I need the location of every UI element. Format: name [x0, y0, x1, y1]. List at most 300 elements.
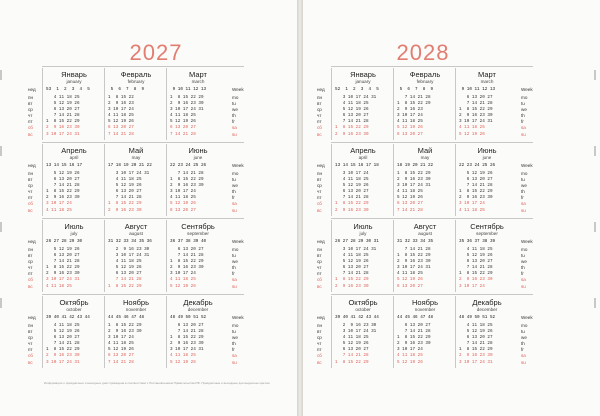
week-numbers: 39 40 41 42 43 44: [46, 315, 90, 320]
day-row: 7 14 21 28: [170, 329, 204, 335]
month-block: [42, 296, 105, 368]
day-grid: [335, 323, 393, 366]
day-grid: [46, 323, 104, 366]
weekday-label: fr: [232, 119, 235, 125]
day-row: 4 11 18 25: [335, 177, 369, 183]
month-block: [393, 68, 456, 140]
day-row: 3 10 17 24 31: [335, 95, 377, 100]
month-name: Июль: [353, 222, 373, 231]
weekday-label: вт: [28, 253, 33, 259]
day-row: 1 8 15 22 29: [397, 253, 431, 259]
weekday-label: su: [521, 359, 526, 365]
weekday-label: вт: [28, 177, 33, 183]
weekday-label: su: [232, 207, 237, 213]
day-row: 4 11 18 25: [170, 113, 196, 119]
weekday-label: нед: [317, 87, 325, 92]
weekday-label: пн: [28, 247, 34, 252]
day-row: 4 11 18 25: [335, 101, 369, 107]
weekday-label: чт: [28, 341, 33, 347]
day-row: 7 14 21 28: [397, 207, 423, 213]
month-name-en: november: [414, 307, 436, 312]
month-block: [393, 144, 456, 216]
day-row: 7 14 21 28: [397, 329, 431, 335]
weekday-labels-en: [232, 87, 246, 138]
weekday-label: tu: [232, 101, 236, 107]
day-row: 6 13 20 27: [108, 125, 134, 131]
month-name: Февраль: [120, 70, 152, 79]
weekday-label: su: [521, 207, 526, 213]
weekday-label: mo: [232, 171, 239, 176]
day-row: 7 14 21 28: [335, 353, 369, 359]
day-row: 1 8 15 22 29: [459, 189, 493, 195]
weekday-label: fr: [232, 271, 235, 277]
day-row: 7 14 21 28: [46, 113, 80, 119]
week-numbers: 13 14 15 16 17: [46, 163, 83, 168]
day-row: 3 10 17 24: [335, 171, 369, 176]
month-block: [166, 220, 229, 292]
weekday-label: ср: [28, 107, 33, 113]
weekday-label: mo: [521, 247, 528, 252]
day-row: 3 10 17 24 31: [46, 359, 80, 365]
weekday-labels-ru: [28, 87, 42, 138]
day-row: 1 8 15 22 29: [46, 265, 80, 271]
weekday-label: Week: [521, 87, 533, 92]
weekday-labels-en: [521, 163, 535, 214]
week-numbers: 5 6 7 8 9: [108, 87, 145, 92]
day-row: 7 14 21 28: [108, 195, 142, 201]
weekday-label: th: [521, 189, 525, 195]
day-row: 2 9 16 23 30: [397, 341, 431, 347]
edge-tab: [0, 298, 2, 308]
weekday-label: mo: [521, 95, 528, 100]
day-row: 6 13 20 27: [46, 177, 80, 183]
weekday-label: tu: [232, 329, 236, 335]
weekday-label: mo: [232, 247, 239, 252]
day-row: 5 12 19 26: [459, 329, 493, 335]
weekday-label: th: [232, 113, 236, 119]
edge-tab: [0, 222, 2, 232]
weekday-label: пн: [317, 323, 323, 328]
day-row: 3 10 17 24 31: [46, 277, 80, 283]
day-row: 4 11 18 25: [335, 253, 369, 259]
day-grid: [335, 171, 393, 214]
day-row: 6 13 20 27: [459, 335, 493, 341]
day-row: 3 10 17 24: [46, 201, 72, 207]
calendar-page-right: [303, 0, 600, 416]
weekday-label: su: [232, 131, 237, 137]
week-numbers: 48 49 50 51 52: [170, 315, 207, 320]
day-row: 3 10 17 24 31: [459, 359, 493, 365]
footnote: Информация о праздничных и выходных днях приведена в соответствии с Постановлением Правительства РФ. Праздничные и выходные дни выделены цветом.: [44, 381, 271, 385]
month-name-en: january: [355, 79, 371, 84]
month-name-en: april: [69, 155, 79, 160]
weekday-label: вс: [317, 283, 322, 289]
month-name: Май: [417, 146, 433, 155]
month-name: Март: [189, 70, 207, 79]
day-row: 7 14 21 28: [108, 277, 142, 283]
weekday-label: вт: [317, 329, 322, 335]
day-row: 6 13 20 27: [46, 335, 80, 341]
day-row: 2 9 16 23 30: [459, 195, 493, 201]
day-row: 5 12 19 26: [335, 259, 369, 265]
weekday-label: sa: [521, 277, 526, 283]
weekday-label: Week: [521, 315, 533, 320]
weekday-label: ср: [317, 107, 322, 113]
day-row: 2 9 16 23 30: [108, 329, 142, 335]
weekday-label: вс: [28, 283, 33, 289]
month-block: [393, 220, 456, 292]
weekday-label: we: [521, 183, 527, 189]
weekday-label: нед: [317, 163, 325, 168]
month-block: [42, 68, 105, 140]
day-row: 7 14 21 28: [459, 183, 493, 189]
day-row: 3 10 17 24: [459, 283, 485, 289]
day-row: 2 9 16 23 30: [459, 353, 493, 359]
weekday-label: пн: [28, 171, 34, 176]
weekday-label: Week: [232, 315, 244, 320]
day-row: 1 8 15 22 29: [335, 201, 369, 207]
weekday-label: th: [232, 265, 236, 271]
weekday-label: вт: [317, 101, 322, 107]
day-row: 6 13 20 27: [335, 265, 369, 271]
month-name: Сентябрь: [470, 222, 504, 231]
day-row: 4 11 18 25: [459, 207, 485, 213]
weekday-label: sa: [232, 353, 237, 359]
day-row: 6 13 20 27: [46, 253, 80, 259]
day-row: 2 9 16 23 30: [46, 125, 80, 131]
month-block: [104, 296, 167, 368]
day-row: 2 9 16 23: [108, 101, 134, 107]
day-row: 1 8 15 22 29: [459, 347, 493, 353]
day-row: 7 14 21 28: [397, 95, 431, 100]
weekday-label: вт: [317, 177, 322, 183]
edge-tab: [594, 146, 596, 156]
weekday-labels-en: [232, 315, 246, 366]
week-numbers: 26 27 28 29 30: [46, 239, 83, 244]
month-name: Ноябрь: [122, 298, 150, 307]
weekday-label: сб: [317, 277, 322, 283]
weekday-label: th: [521, 265, 525, 271]
day-row: 5 12 19 26: [170, 119, 196, 125]
day-row: 1 8 15 22 29: [108, 283, 142, 289]
day-row: 5 12 19 26: [397, 195, 423, 201]
month-name: Сентябрь: [181, 222, 215, 231]
weekday-label: пн: [317, 95, 323, 100]
day-row: 3 10 17 24 31: [108, 253, 150, 259]
week-numbers: 48 49 50 51 52: [459, 315, 496, 320]
day-row: 2 9 16 23 30: [335, 131, 369, 137]
weekday-label: tu: [232, 177, 236, 183]
weekday-label: вс: [317, 207, 322, 213]
week-numbers: 35 36 37 38 39: [459, 239, 496, 244]
day-row: 3 10 17 24 31: [170, 107, 204, 113]
day-row: 5 12 19 26: [46, 101, 80, 107]
day-row: 2 9 16 23 30: [397, 259, 431, 265]
weekday-label: th: [521, 113, 525, 119]
weekday-label: mo: [521, 171, 528, 176]
day-row: 1 8 15 22 29: [335, 277, 369, 283]
month-name-en: march: [191, 79, 205, 84]
day-row: 5 12 19 26: [335, 341, 369, 347]
day-row: 4 11 18 25: [46, 323, 80, 328]
day-row: 3 10 17 24: [459, 201, 485, 207]
weekday-labels-en: [521, 315, 535, 366]
day-row: 1 8 15 22 29: [170, 177, 204, 183]
month-block: [455, 220, 518, 292]
day-row: 7 14 21 28: [459, 265, 493, 271]
weekday-label: su: [232, 283, 237, 289]
day-row: 3 10 17 24 31: [170, 347, 204, 353]
row-divider: [331, 66, 533, 67]
day-row: 2 9 16 23 30: [170, 341, 204, 347]
day-row: 5 12 19 26: [397, 277, 423, 283]
weekday-labels-ru: [317, 87, 331, 138]
day-row: 3 10 17 24: [108, 335, 134, 341]
day-row: 1 8 15 22 29: [170, 335, 204, 341]
weekday-label: sa: [521, 201, 526, 207]
weekday-label: чт: [28, 113, 33, 119]
weekday-label: чт: [28, 265, 33, 271]
month-name-en: february: [416, 79, 434, 84]
day-row: 1 8 15 22 29: [397, 101, 431, 107]
day-row: 4 11 18 25: [108, 259, 142, 265]
weekday-label: sa: [232, 201, 237, 207]
weekday-label: we: [232, 107, 238, 113]
edge-tab: [0, 146, 2, 156]
month-block: [331, 68, 394, 140]
day-row: 6 13 20 27: [108, 353, 134, 359]
day-row: 2 9 16 23 30: [108, 207, 142, 213]
day-row: 4 11 18 25: [170, 353, 196, 359]
weekday-label: ср: [28, 335, 33, 341]
week-numbers: 44 45 46 47 48: [108, 315, 145, 320]
day-row: 5 12 19 26: [108, 347, 134, 353]
day-row: 6 13 20 27: [459, 177, 493, 183]
day-row: 6 13 20 27: [459, 95, 493, 100]
day-row: 1 8 15 22 29: [459, 107, 493, 113]
weekday-label: пт: [317, 119, 322, 125]
month-block: [455, 144, 518, 216]
edge-tab: [594, 298, 596, 308]
month-name-en: july: [359, 231, 367, 236]
row-divider: [42, 218, 244, 219]
day-row: 1 8 15 22 29: [170, 95, 204, 100]
weekday-label: tu: [521, 101, 525, 107]
week-numbers: 13 14 15 16 17 18: [335, 163, 379, 168]
day-row: 4 11 18 25: [46, 95, 80, 100]
month-name-en: july: [70, 231, 78, 236]
month-name-en: september: [187, 231, 209, 236]
month-name-en: may: [131, 155, 141, 160]
day-row: 6 13 20 27: [335, 189, 369, 195]
day-grid: [335, 247, 393, 290]
month-name-en: june: [193, 155, 203, 160]
day-row: 6 13 20 27: [170, 207, 196, 213]
day-row: 7 14 21 28: [459, 341, 493, 347]
weekday-labels-en: [232, 239, 246, 290]
day-row: 2 9 16 23 30: [170, 265, 204, 271]
month-name: Апрель: [350, 146, 376, 155]
month-name-en: june: [482, 155, 492, 160]
month-block: [455, 68, 518, 140]
day-row: 1 8 15 22 29: [397, 171, 431, 176]
day-grid: [170, 171, 228, 214]
day-row: 6 13 20 27: [170, 323, 204, 328]
day-row: 5 12 19 26: [459, 171, 493, 176]
weekday-label: пт: [28, 119, 33, 125]
month-name: Май: [128, 146, 144, 155]
weekday-label: tu: [521, 253, 525, 259]
month-name-en: december: [187, 307, 209, 312]
weekday-label: sa: [232, 125, 237, 131]
week-numbers: 18 19 20 21 22: [397, 163, 434, 168]
day-row: 5 12 19 26: [335, 183, 369, 189]
day-row: 5 12 19 26: [46, 247, 80, 252]
weekday-label: пт: [28, 195, 33, 201]
weekday-label: th: [232, 189, 236, 195]
weekday-label: sa: [521, 125, 526, 131]
day-grid: [108, 323, 166, 366]
day-row: 7 14 21 28: [46, 341, 80, 347]
weekday-label: ср: [317, 259, 322, 265]
month-name: Февраль: [409, 70, 441, 79]
week-numbers: 53 1 2 3 4 5: [46, 87, 90, 92]
weekday-label: Week: [232, 163, 244, 168]
day-row: 2 9 16 23 30: [170, 101, 204, 107]
weekday-label: we: [232, 335, 238, 341]
weekday-label: mo: [232, 323, 239, 328]
month-block: [104, 144, 167, 216]
weekday-label: вс: [28, 207, 33, 213]
weekday-label: сб: [28, 125, 33, 131]
month-name-en: august: [129, 231, 143, 236]
day-row: 4 11 18 25: [397, 119, 423, 125]
weekday-label: вс: [28, 359, 33, 365]
weekday-label: we: [232, 183, 238, 189]
weekday-label: пт: [317, 271, 322, 277]
weekday-label: su: [232, 359, 237, 365]
row-divider: [42, 142, 244, 143]
day-row: 6 13 20 27: [170, 247, 204, 252]
day-row: 2 9 16 23 30: [397, 177, 431, 183]
day-row: 7 14 21 28: [459, 101, 493, 107]
day-row: 3 10 17 24: [170, 189, 196, 195]
week-numbers: 39 40 41 42 43 44: [335, 315, 379, 320]
month-block: [166, 68, 229, 140]
day-grid: [108, 247, 166, 290]
day-row: 2 9 16 23 30: [335, 323, 377, 328]
weekday-label: вс: [28, 131, 33, 137]
week-numbers: 31 32 33 34 35 36: [108, 239, 152, 244]
month-name: Декабрь: [183, 298, 213, 307]
day-row: 6 13 20 27: [397, 283, 423, 289]
day-row: 2 9 16 23 30: [108, 247, 150, 252]
weekday-label: вс: [317, 131, 322, 137]
month-name: Июнь: [188, 146, 208, 155]
edge-tab: [594, 70, 596, 80]
day-row: 5 12 19 26: [397, 359, 423, 365]
weekday-label: нед: [317, 315, 325, 320]
day-grid: [397, 323, 455, 366]
month-name: Август: [124, 222, 148, 231]
month-block: [331, 220, 394, 292]
month-name: Январь: [350, 70, 376, 79]
row-divider: [331, 142, 533, 143]
weekday-label: сб: [317, 125, 322, 131]
day-grid: [170, 95, 228, 138]
weekday-label: Week: [232, 239, 244, 244]
day-row: 3 10 17 24 31: [397, 183, 431, 189]
row-divider: [331, 218, 533, 219]
row-divider: [42, 294, 244, 295]
day-row: 3 10 17 24 31: [46, 131, 80, 137]
day-row: 6 13 20 27: [108, 271, 142, 277]
week-numbers: 36 37 38 39 40: [170, 239, 207, 244]
edge-tab: [594, 222, 596, 232]
day-row: 6 13 20 27: [335, 113, 369, 119]
month-name: Апрель: [61, 146, 87, 155]
week-numbers: 44 45 46 47 48: [397, 315, 434, 320]
day-grid: [459, 171, 517, 214]
month-name: Октябрь: [59, 298, 89, 307]
day-row: 6 13 20 27: [46, 107, 80, 113]
weekday-labels-en: [232, 163, 246, 214]
weekday-label: fr: [232, 347, 235, 353]
weekday-label: пт: [28, 271, 33, 277]
day-row: 6 13 20 27: [397, 131, 423, 137]
day-grid: [108, 171, 166, 214]
weekday-label: сб: [28, 353, 33, 359]
month-block: [42, 144, 105, 216]
weekday-label: Week: [521, 239, 533, 244]
week-numbers: 9 10 11 12 13: [170, 87, 207, 92]
weekday-labels-en: [521, 87, 535, 138]
day-row: 4 11 18 25: [108, 113, 134, 119]
weekday-labels-ru: [317, 239, 331, 290]
day-row: 6 13 20 27: [397, 201, 423, 207]
day-row: 6 13 20 27: [335, 347, 369, 353]
month-block: [331, 296, 394, 368]
calendar-page-left: [0, 0, 297, 416]
day-row: 4 11 18 25: [108, 177, 142, 183]
day-row: 3 10 17 24 31: [108, 171, 150, 176]
day-row: 4 11 18 25: [397, 353, 423, 359]
day-row: 5 12 19 26: [170, 201, 196, 207]
day-row: 7 14 21 28: [397, 247, 431, 252]
weekday-label: чт: [317, 113, 322, 119]
day-row: 5 12 19 26: [46, 329, 80, 335]
day-row: 4 11 18 25: [459, 125, 485, 131]
day-row: 4 11 18 25: [397, 189, 423, 195]
week-numbers: 17 18 19 20 21 22: [108, 163, 152, 168]
day-grid: [108, 95, 166, 138]
day-row: 3 10 17 24: [397, 113, 423, 119]
year-title: 2028: [396, 40, 450, 65]
month-name: Январь: [61, 70, 87, 79]
weekday-label: сб: [317, 353, 322, 359]
month-name: Июнь: [477, 146, 497, 155]
weekday-label: su: [521, 131, 526, 137]
weekday-label: ср: [317, 183, 322, 189]
month-block: [104, 220, 167, 292]
day-grid: [459, 95, 517, 138]
weekday-labels-ru: [317, 315, 331, 366]
day-row: 4 11 18 25: [170, 277, 196, 283]
day-row: 2 9 16 23 30: [335, 207, 369, 213]
day-row: 2 9 16 23: [397, 107, 423, 113]
weekday-label: чт: [317, 189, 322, 195]
weekday-label: пн: [317, 171, 323, 176]
